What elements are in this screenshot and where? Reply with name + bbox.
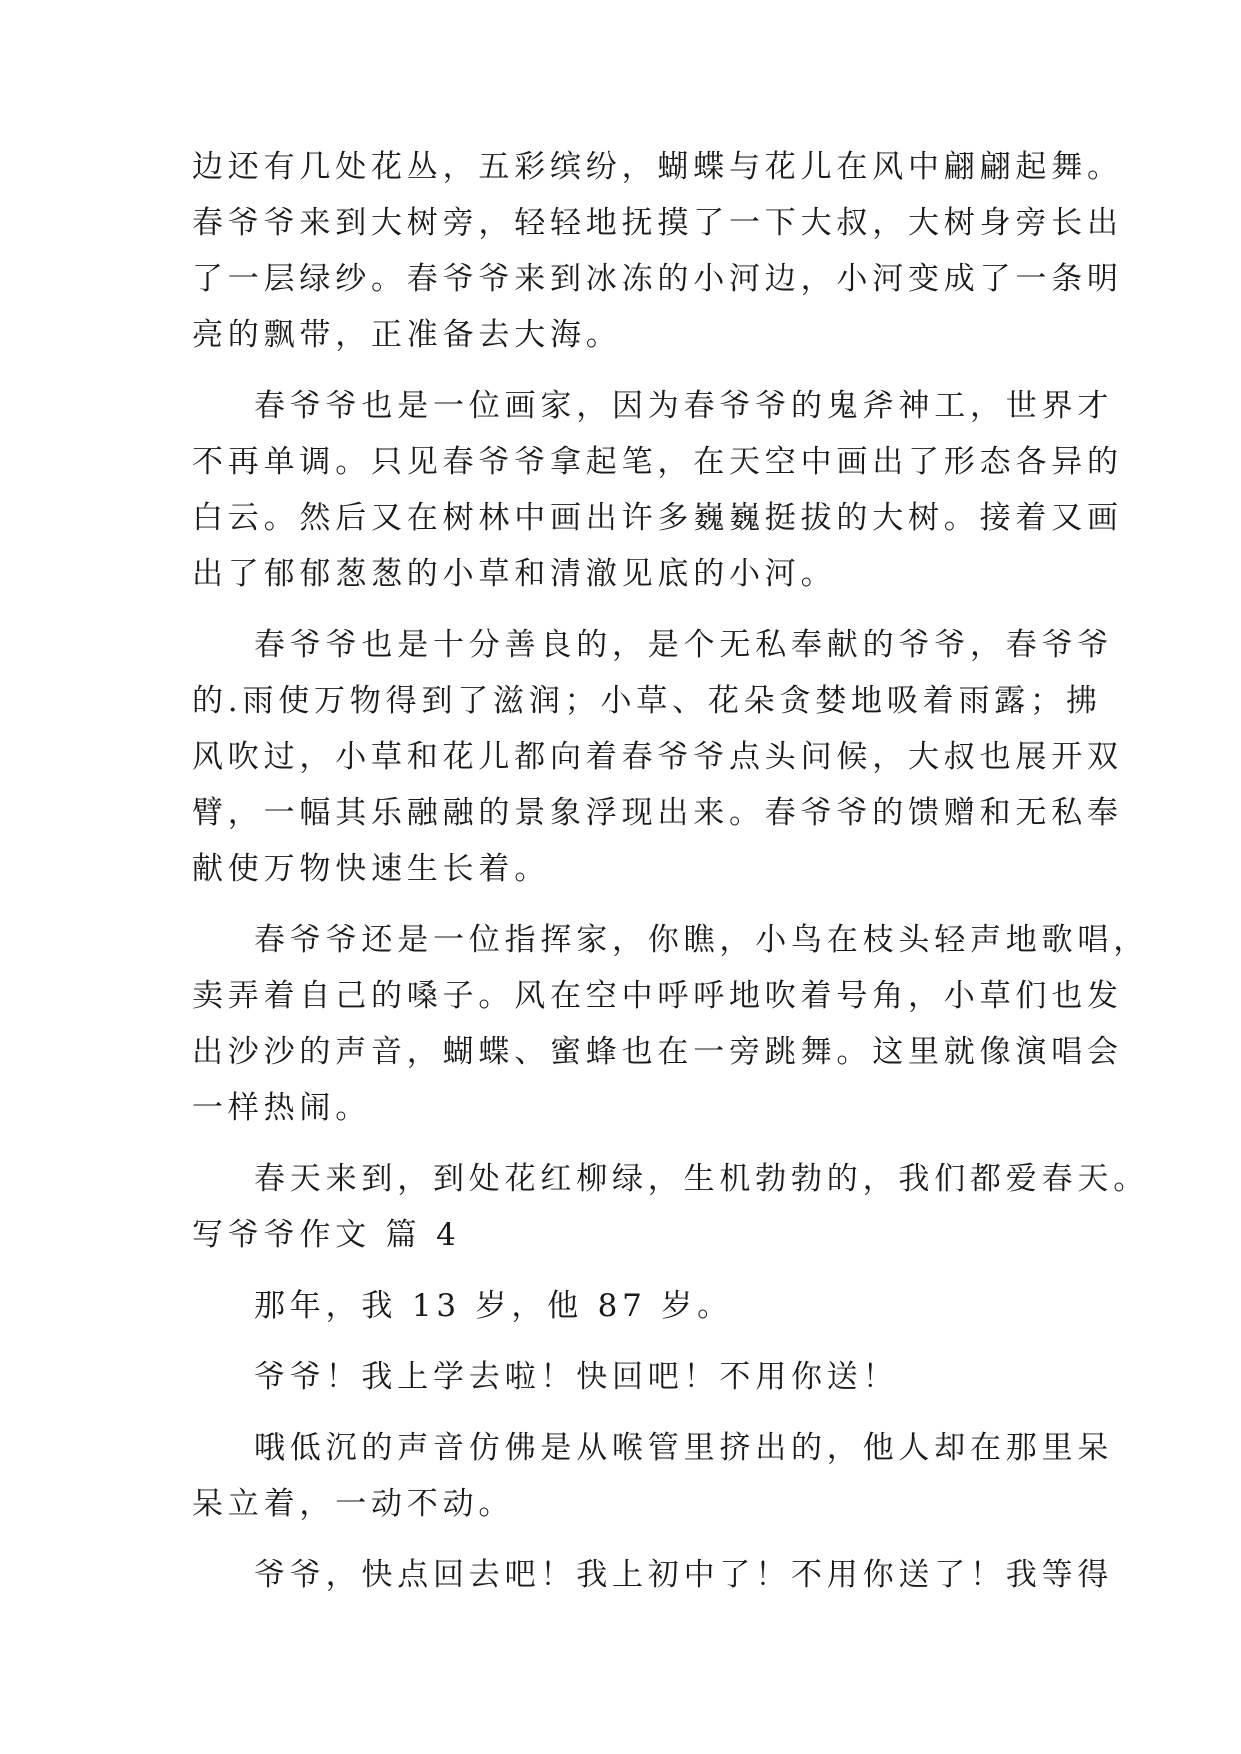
paragraph-start-line: 爷爷，快点回去吧！我上初中了！不用你送了！我等得 [254,1557,1114,1593]
section-heading: 写爷爷作文 篇 4 [192,1217,461,1253]
paragraph-start-line: 爷爷！我上学去啦！快回吧！不用你送！ [254,1359,899,1395]
text-line: 边还有几处花丛，五彩缤纷，蝴蝶与花儿在风中翩翩起舞。 [192,149,1123,185]
paragraph-start-line: 春爷爷还是一位指挥家，你瞧，小鸟在枝头轻声地歌唱， [254,922,1149,958]
text-line: 献使万物快速生长着。 [192,851,550,887]
paragraph-start-line: 春天来到，到处花红柳绿，生机勃勃的，我们都爱春天。 [254,1161,1149,1197]
paragraph-start-line: 春爷爷也是一位画家，因为春爷爷的鬼斧神工，世界才 [254,388,1114,424]
text-line: 臂，一幅其乐融融的景象浮现出来。春爷爷的馈赠和无私奉 [192,795,1123,831]
text-line: 春爷爷来到大树旁，轻轻地抚摸了一下大叔，大树身旁长出 [192,205,1123,241]
text-line: 呆立着，一动不动。 [192,1486,515,1522]
text-line: 不再单调。只见春爷爷拿起笔，在天空中画出了形态各异的 [192,444,1123,480]
text-line: 亮的飘带，正准备去大海。 [192,317,622,353]
paragraph-start-line: 春爷爷也是十分善良的，是个无私奉献的爷爷，春爷爷 [254,627,1114,663]
text-line: 出沙沙的声音，蝴蝶、蜜蜂也在一旁跳舞。这里就像演唱会 [192,1034,1123,1070]
text-line: 卖弄着自己的嗓子。风在空中呼呼地吹着号角，小草们也发 [192,978,1123,1014]
text-line: 的.雨使万物得到了滋润；小草、花朵贪婪地吸着雨露；拂 [192,683,1102,719]
paragraph-start-line: 那年，我 13 岁，他 87 岁。 [254,1288,733,1324]
text-line: 出了郁郁葱葱的小草和清澈见底的小河。 [192,556,837,592]
text-line: 一样热闹。 [192,1090,371,1126]
text-line: 白云。然后又在树林中画出许多巍巍挺拔的大树。接着又画 [192,500,1123,536]
text-line: 了一层绿纱。春爷爷来到冰冻的小河边，小河变成了一条明 [192,261,1123,297]
paragraph-start-line: 哦低沉的声音仿佛是从喉管里挤出的，他人却在那里呆 [254,1430,1114,1466]
text-line: 风吹过，小草和花儿都向着春爷爷点头问候，大叔也展开双 [192,739,1123,775]
